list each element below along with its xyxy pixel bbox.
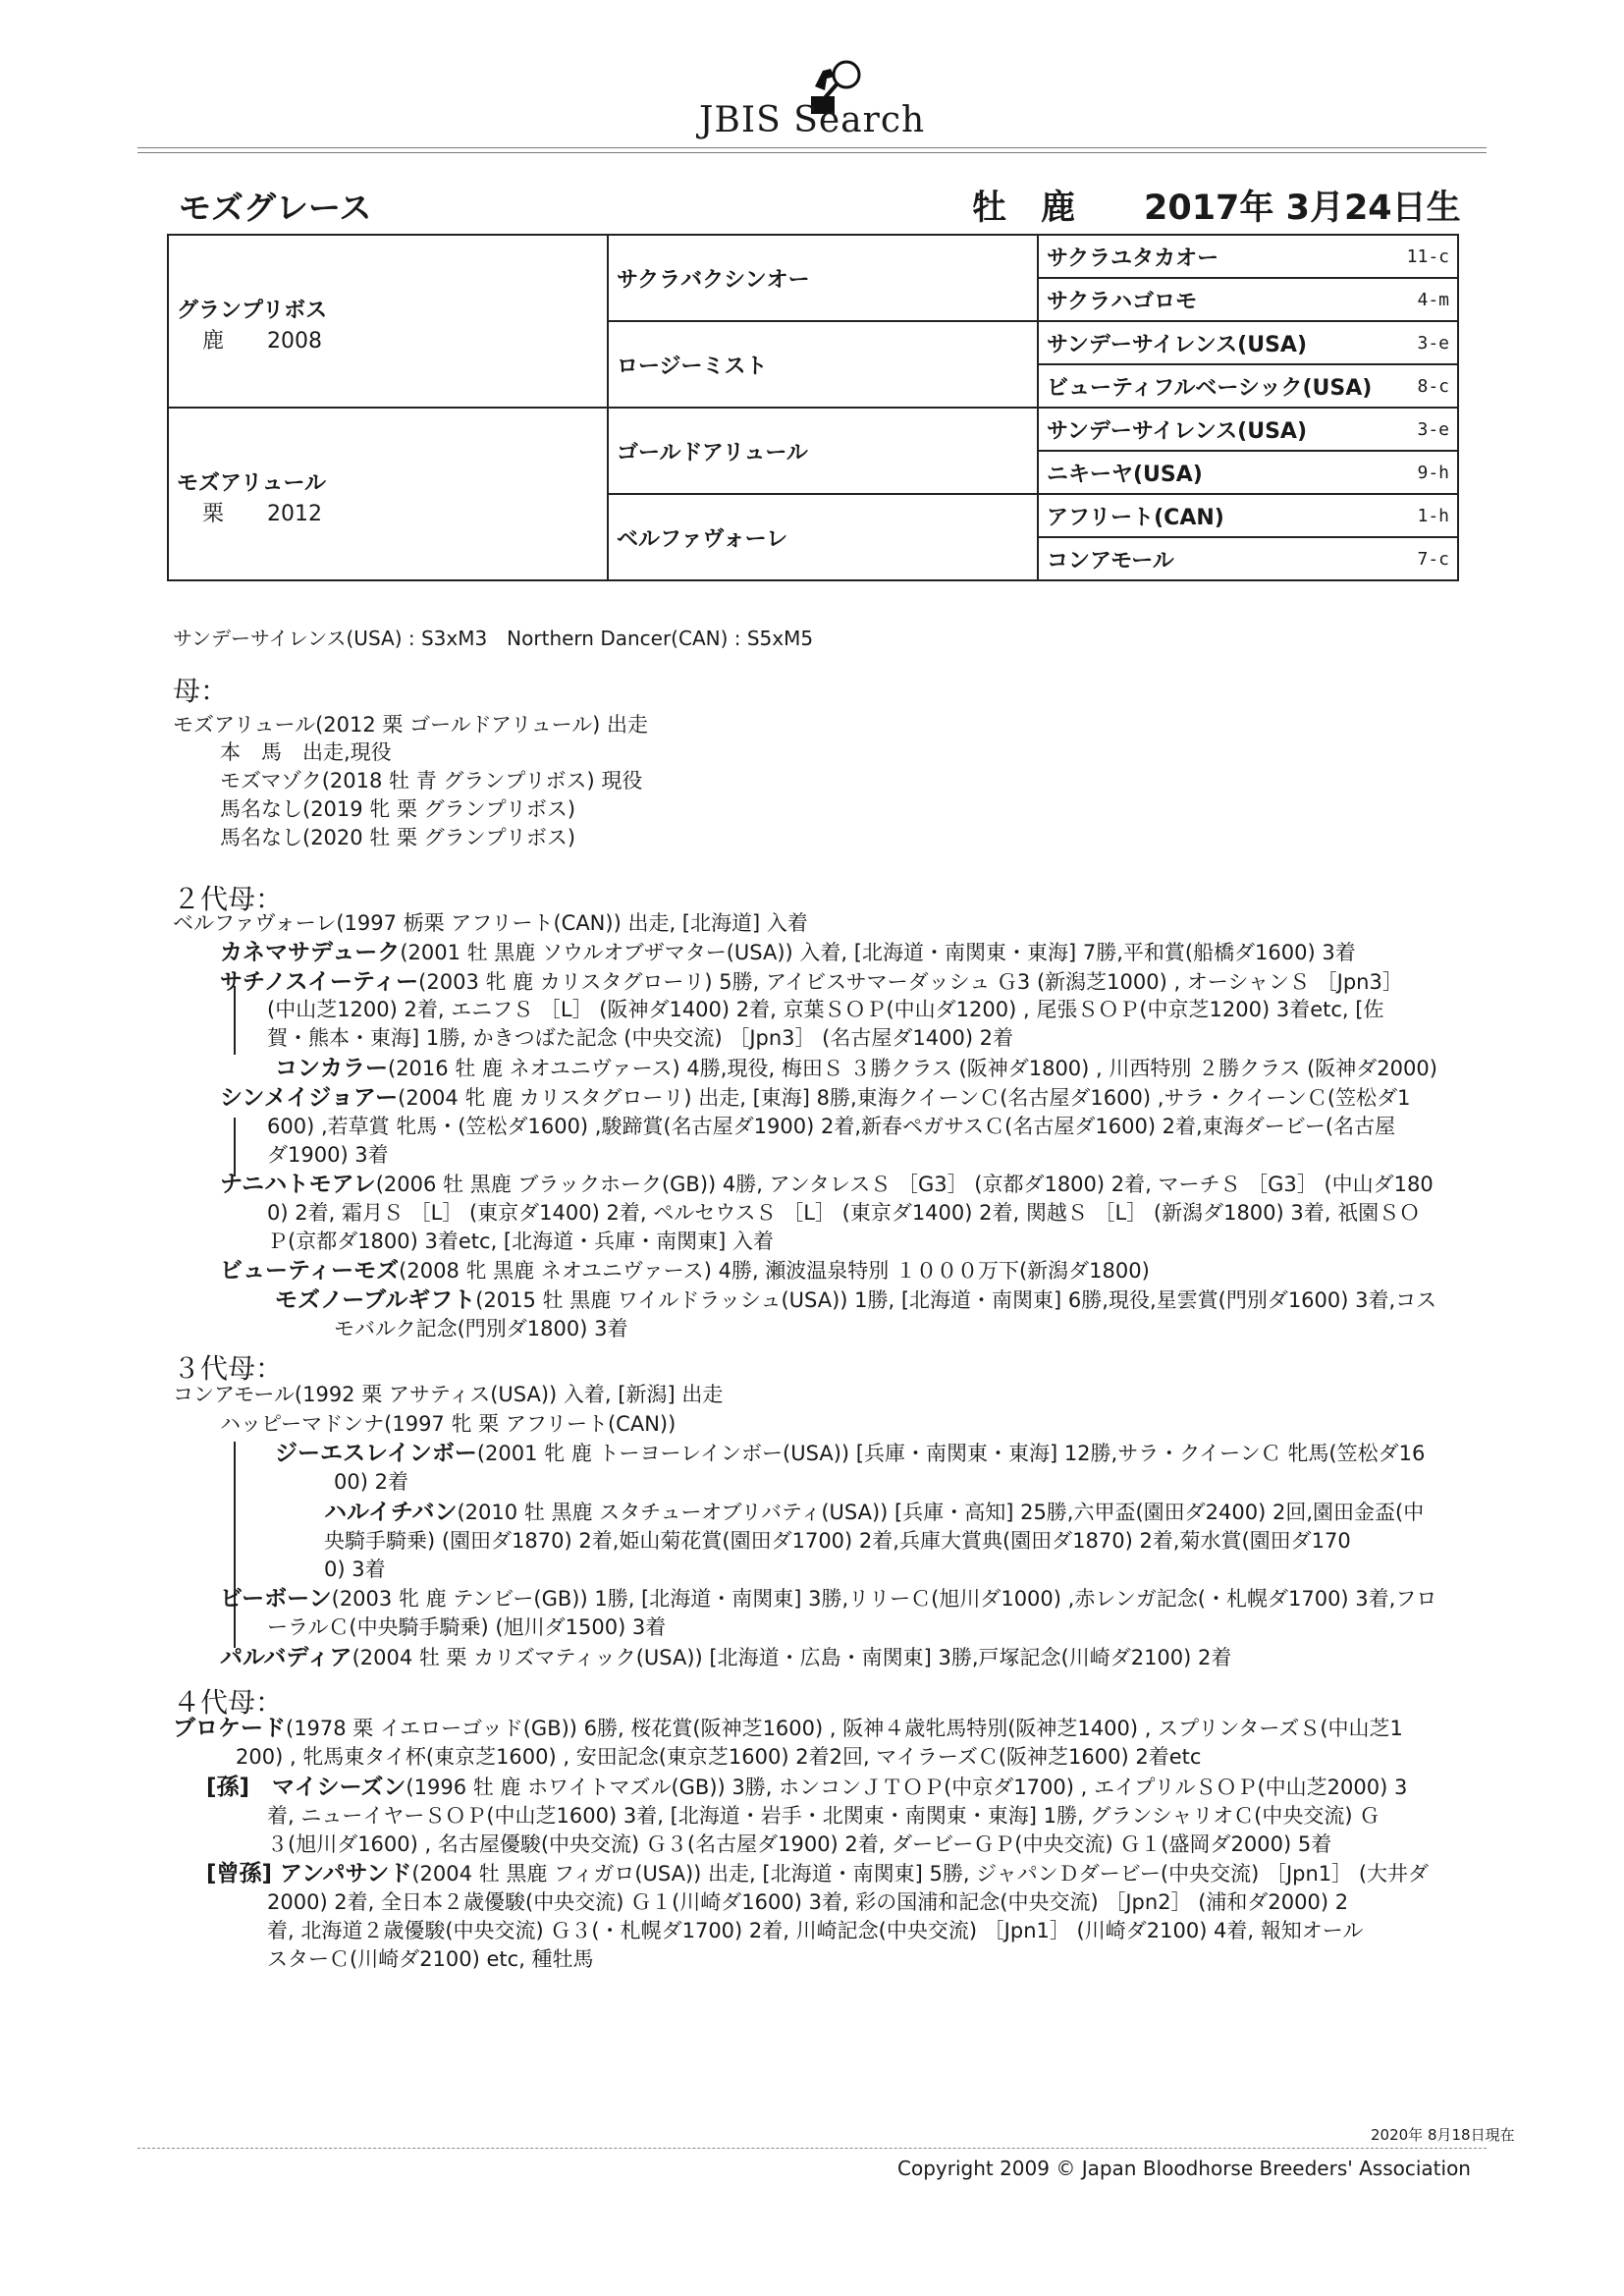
header-rule <box>137 147 1487 148</box>
horse-name-bold: ジーエスレインボー <box>275 1441 477 1466</box>
horse-name-bold: コンカラー <box>275 1056 388 1081</box>
gen3-cell <box>1038 408 1458 451</box>
gen3-name: ニキーヤ(USA) <box>1047 462 1203 487</box>
sire-sub: 鹿 2008 <box>202 329 322 354</box>
family-line <box>220 738 392 767</box>
family-line <box>220 1084 1410 1113</box>
family-detail: (2001 牝 鹿 トーヨーレインボー(USA)) [兵庫・南関東・東海] 12勝,サラ・クイーンＣ 牝馬(笠松ダ16 <box>476 1442 1426 1465</box>
horse-name-bold: ナニハトモアレ <box>220 1172 376 1197</box>
gen3-cell <box>1038 537 1458 580</box>
family-line <box>220 824 575 852</box>
family-detail: 賀・熊本・東海] 1勝, かきつばた記念 (中央交流) ［Jpn3］ (名古屋ダ1400) 2着 <box>267 1026 1014 1050</box>
family-line <box>267 1199 1420 1228</box>
family-detail: (2004 牝 鹿 カリスタグローリ) 出走, [東海] 8勝,東海クイーンＣ(名古屋ダ1600) ,サラ・クイーンＣ(笠松ダ1 <box>398 1086 1411 1110</box>
dam-name: モズアリュール <box>177 471 327 496</box>
family-code: 9-h <box>1417 463 1449 483</box>
family-detail: (1978 栗 イエローゴッド(GB)) 6勝, 桜花賞(阪神芝1600) , 阪神４歳牝馬特別(阪神芝1400) , スプリンターズＳ(中山芝1 <box>286 1717 1403 1740</box>
horse-name-bold: カネマサデューク <box>220 940 401 965</box>
family-detail: (2010 牡 黒鹿 スタチューオブリバティ(USA)) [兵庫・高知] 25勝,六甲盃(園田ダ2400) 2回,園田金盃(中 <box>457 1501 1425 1524</box>
family-detail: 着, 北海道２歳優駿(中央交流) Ｇ３(・札幌ダ1700) 2着, 川崎記念(中央交流) ［Jpn1］ (川崎ダ2100) 4着, 報知オール <box>267 1919 1364 1942</box>
inbreeding-note: サンデーサイレンス(USA) : S3xM3 Northern Dancer(CAN) : S5xM5 <box>173 627 814 650</box>
family-detail: 馬名なし(2020 牡 栗 グランプリボス) <box>220 826 576 849</box>
family-line <box>267 1802 1380 1831</box>
horse-name-bold: モズノーブルギフト <box>275 1287 476 1313</box>
family-line <box>173 1715 1403 1743</box>
family-line <box>324 1556 386 1584</box>
family-detail: (1996 牡 鹿 ホワイトマズル(GB)) 3勝, ホンコンＪＴＯＰ(中京ダ1700) , エイプリルＳＯＰ(中山芝2000) 3 <box>406 1776 1408 1799</box>
family-code: 3-e <box>1417 419 1449 440</box>
family-detail: (2006 牡 黒鹿 ブラックホーク(GB)) 4勝, アンタレスＳ ［G3］ (京都ダ1800) 2着, マーチＳ ［G3］ (中山ダ180 <box>375 1173 1434 1196</box>
family-detail: 00) 2着 <box>334 1470 408 1494</box>
family-line <box>220 1410 676 1439</box>
family-detail: (2003 牝 鹿 カリスタグローリ) 5勝, アイビスサマーダッシュ Ｇ3 (新潟芝1000) , オーシャンＳ ［Jpn3］ <box>418 970 1403 994</box>
family-line <box>267 1024 1013 1053</box>
family-detail: モバルク記念(門別ダ1800) 3着 <box>334 1317 628 1340</box>
family-line <box>267 1228 774 1256</box>
family-detail: モズマゾク(2018 牡 青 グランプリボス) 現役 <box>220 769 643 793</box>
family-detail: モズアリュール(2012 栗 ゴールドアリュール) 出走 <box>173 713 649 737</box>
gen3-cell <box>1038 278 1458 321</box>
family-bar <box>234 1442 236 1648</box>
family-detail: ベルファヴォーレ(1997 栃栗 アフリート(CAN)) 出走, [北海道] 入着 <box>173 911 808 935</box>
family-detail: コンアモール(1992 栗 アサティス(USA)) 入着, [新潟] 出走 <box>173 1383 724 1406</box>
gen3-name: コンアモール <box>1047 548 1174 574</box>
gen2-cell: ゴールドアリュール <box>608 408 1038 494</box>
family-detail: 0) 3着 <box>324 1558 386 1581</box>
family-line <box>220 1257 1150 1285</box>
family-detail: (2004 牡 栗 カリズマティック(USA)) [北海道・広島・南関東] 3勝,戸塚記念(川崎ダ2100) 2着 <box>352 1646 1232 1669</box>
family-line <box>267 1113 1395 1141</box>
family-code: 3-e <box>1417 333 1449 354</box>
footer-rule <box>137 2148 1487 2149</box>
family-code: 4-m <box>1417 290 1449 310</box>
family-line <box>334 1315 627 1343</box>
gen2-cell: サクラバクシンオー <box>608 235 1038 321</box>
family-line <box>324 1527 1351 1556</box>
family-line <box>173 1381 723 1409</box>
family-detail: Ｐ(京都ダ1800) 3着etc, [北海道・兵庫・南関東] 入着 <box>267 1230 774 1253</box>
gen3-cell <box>1038 235 1458 278</box>
gen3-cell <box>1038 451 1458 494</box>
horse-name-bold: [孫] マイシーズン <box>206 1775 406 1800</box>
family-line <box>220 939 1356 967</box>
family-detail: ダ1900) 3着 <box>267 1143 389 1167</box>
family-detail: 2000) 2着, 全日本２歳優駿(中央交流) Ｇ１(川崎ダ1600) 3着, 彩の国浦和記念(中央交流) ［Jpn2］ (浦和ダ2000) 2 <box>267 1890 1349 1914</box>
family-code: 7-c <box>1417 549 1449 570</box>
family-detail: (2004 牡 黒鹿 フィガロ(USA)) 出走, [北海道・南関東] 5勝, ジャパンＤダービー(中央交流) ［Jpn1］ (大井ダ <box>411 1862 1430 1886</box>
family-code: 8-c <box>1417 376 1449 397</box>
gen3-name: アフリート(CAN) <box>1047 505 1224 530</box>
family-code: 11-c <box>1406 246 1449 267</box>
gen3-name: サンデーサイレンス(USA) <box>1047 332 1307 357</box>
gen3-name: サクラハゴロモ <box>1047 289 1198 314</box>
family-detail: ハッピーマドンナ(1997 牝 栗 アフリート(CAN)) <box>220 1412 677 1436</box>
section-dam: 母： <box>173 675 229 707</box>
horse-name-bold: [曾孫] アンパサンド <box>206 1861 412 1886</box>
family-line <box>236 1743 1201 1772</box>
family-detail: ーラルＣ(中央騎手騎乗) (旭川ダ1500) 3着 <box>267 1615 667 1639</box>
family-detail: (2001 牡 黒鹿 ソウルオブザマター(USA)) 入着, [北海道・南関東・東海] 7勝,平和賞(船橋ダ1600) 3着 <box>400 941 1356 964</box>
family-line <box>173 909 808 938</box>
family-detail: 央騎手騎乗) (園田ダ1870) 2着,姫山菊花賞(園田ダ1700) 2着,兵庫大賞典(園田ダ1870) 2着,菊水賞(園田ダ170 <box>324 1529 1351 1553</box>
gen3-name: ビューティフルベーシック(USA) <box>1047 375 1373 401</box>
family-detail: 馬名なし(2019 牝 栗 グランプリボス) <box>220 797 576 821</box>
jbis-logo <box>687 57 943 145</box>
horse-name: モズグレース <box>179 189 372 227</box>
gen3-cell <box>1038 494 1458 537</box>
family-line <box>267 996 1383 1024</box>
logo-text: JBIS Search <box>699 100 926 140</box>
family-detail: 着, ニューイヤーＳＯＰ(中山芝1600) 3着, [北海道・岩手・北関東・南関東・東海] 1勝, グランシャリオＣ(中央交流) Ｇ <box>267 1804 1380 1828</box>
family-detail: (2008 牝 黒鹿 ネオユニヴァース) 4勝, 瀬波温泉特別 １０００万下(新潟ダ1800) <box>399 1259 1150 1283</box>
family-line <box>206 1774 1407 1802</box>
family-detail: 本 馬 出走,現役 <box>220 740 392 764</box>
family-line <box>275 1055 1437 1083</box>
family-detail: スターＣ(川崎ダ2100) etc, 種牡馬 <box>267 1947 594 1971</box>
family-line <box>334 1468 408 1497</box>
family-detail: ３(旭川ダ1600) , 名古屋優駿(中央交流) Ｇ３(名古屋ダ1900) 2着, ダービーＧＰ(中央交流) Ｇ１(盛岡ダ2000) 5着 <box>267 1832 1332 1856</box>
family-line <box>220 1644 1231 1672</box>
horse-name-bold: ビーボーン <box>220 1586 332 1612</box>
family-line <box>220 1171 1434 1199</box>
gen3-cell <box>1038 364 1458 408</box>
family-line <box>267 1831 1331 1859</box>
horse-name-bold: シンメイジョアー <box>220 1085 399 1111</box>
family-line <box>267 1888 1348 1917</box>
family-line <box>220 1585 1436 1613</box>
family-detail: (2016 牡 鹿 ネオユニヴァース) 4勝,現役, 梅田Ｓ ３勝クラス (阪神ダ1800) , 川西特別 ２勝クラス (阪神ダ2000) <box>388 1057 1437 1080</box>
horse-name-bold: サチノスイーティー <box>220 969 419 995</box>
family-line <box>275 1286 1436 1315</box>
family-line <box>173 711 648 739</box>
family-line <box>267 1917 1363 1945</box>
gen2-cell: ベルファヴォーレ <box>608 494 1038 580</box>
gen3-name: サクラユタカオー <box>1047 246 1219 271</box>
family-bar <box>234 1118 236 1176</box>
family-code: 1-h <box>1417 506 1449 526</box>
horse-name-bold: ハルイチバン <box>324 1500 458 1525</box>
pedigree-table <box>167 234 1459 581</box>
family-line <box>267 1613 666 1642</box>
family-detail: 0) 2着, 霜月Ｓ ［L］ (東京ダ1400) 2着, ペルセウスＳ ［L］ (東京ダ1400) 2着, 関越Ｓ ［L］ (新潟ダ1800) 3着, 祇園ＳＯ <box>267 1201 1421 1225</box>
header-rule-2 <box>137 152 1487 153</box>
family-line <box>324 1499 1424 1527</box>
family-detail: (2003 牝 鹿 テンビー(GB)) 1勝, [北海道・南関東] 3勝,リリーＣ(旭川ダ1000) ,赤レンガ記念(・札幌ダ1700) 3着,フロ <box>331 1587 1437 1611</box>
section-3rd-dam: ３代母： <box>173 1352 284 1385</box>
family-line <box>267 1945 594 1974</box>
section-4th-dam: ４代母： <box>173 1686 284 1719</box>
dam-sub: 栗 2012 <box>202 502 322 526</box>
family-line <box>220 795 575 824</box>
family-line <box>267 1141 389 1170</box>
family-detail: 200) , 牝馬東タイ杯(東京芝1600) , 安田記念(東京芝1600) 2着2回, マイラーズＣ(阪神芝1600) 2着etc <box>236 1745 1202 1769</box>
family-detail: (2015 牡 黒鹿 ワイルドラッシュ(USA)) 1勝, [北海道・南関東] 6勝,現役,星雲賞(門別ダ1600) 3着,コス <box>475 1288 1437 1312</box>
horse-name-bold: ブロケード <box>173 1716 286 1741</box>
family-line <box>220 968 1403 997</box>
family-line <box>220 767 642 795</box>
family-detail: 600) ,若草賞 牝馬・(笠松ダ1600) ,駿蹄賞(名古屋ダ1900) 2着,新春ペガサスＣ(名古屋ダ1600) 2着,東海ダービー(名古屋 <box>267 1115 1396 1138</box>
family-line <box>206 1860 1429 1888</box>
horse-name-bold: パルバディア <box>220 1645 352 1670</box>
family-detail: (中山芝1200) 2着, エニフＳ ［L］ (阪神ダ1400) 2着, 京葉ＳＯＰ(中山ダ1200) , 尾張ＳＯＰ(中京芝1200) 3着etc, [佐 <box>267 998 1384 1021</box>
horse-info: 牡 鹿 2017年 3月24日生 <box>972 189 1461 228</box>
sire-cell <box>168 235 608 408</box>
copyright: Copyright 2009 © Japan Bloodhorse Breeders' Association <box>897 2157 1471 2180</box>
gen3-cell <box>1038 321 1458 364</box>
family-line <box>275 1440 1425 1468</box>
sire-name: グランプリボス <box>177 299 328 323</box>
gen3-name: サンデーサイレンス(USA) <box>1047 418 1307 444</box>
horse-name-bold: ビューティーモズ <box>220 1258 400 1284</box>
section-2nd-dam: ２代母： <box>173 883 284 915</box>
as-of-date: 2020年 8月18日現在 <box>1371 2126 1515 2144</box>
dam-cell <box>168 408 608 580</box>
gen2-cell: ロージーミスト <box>608 321 1038 408</box>
